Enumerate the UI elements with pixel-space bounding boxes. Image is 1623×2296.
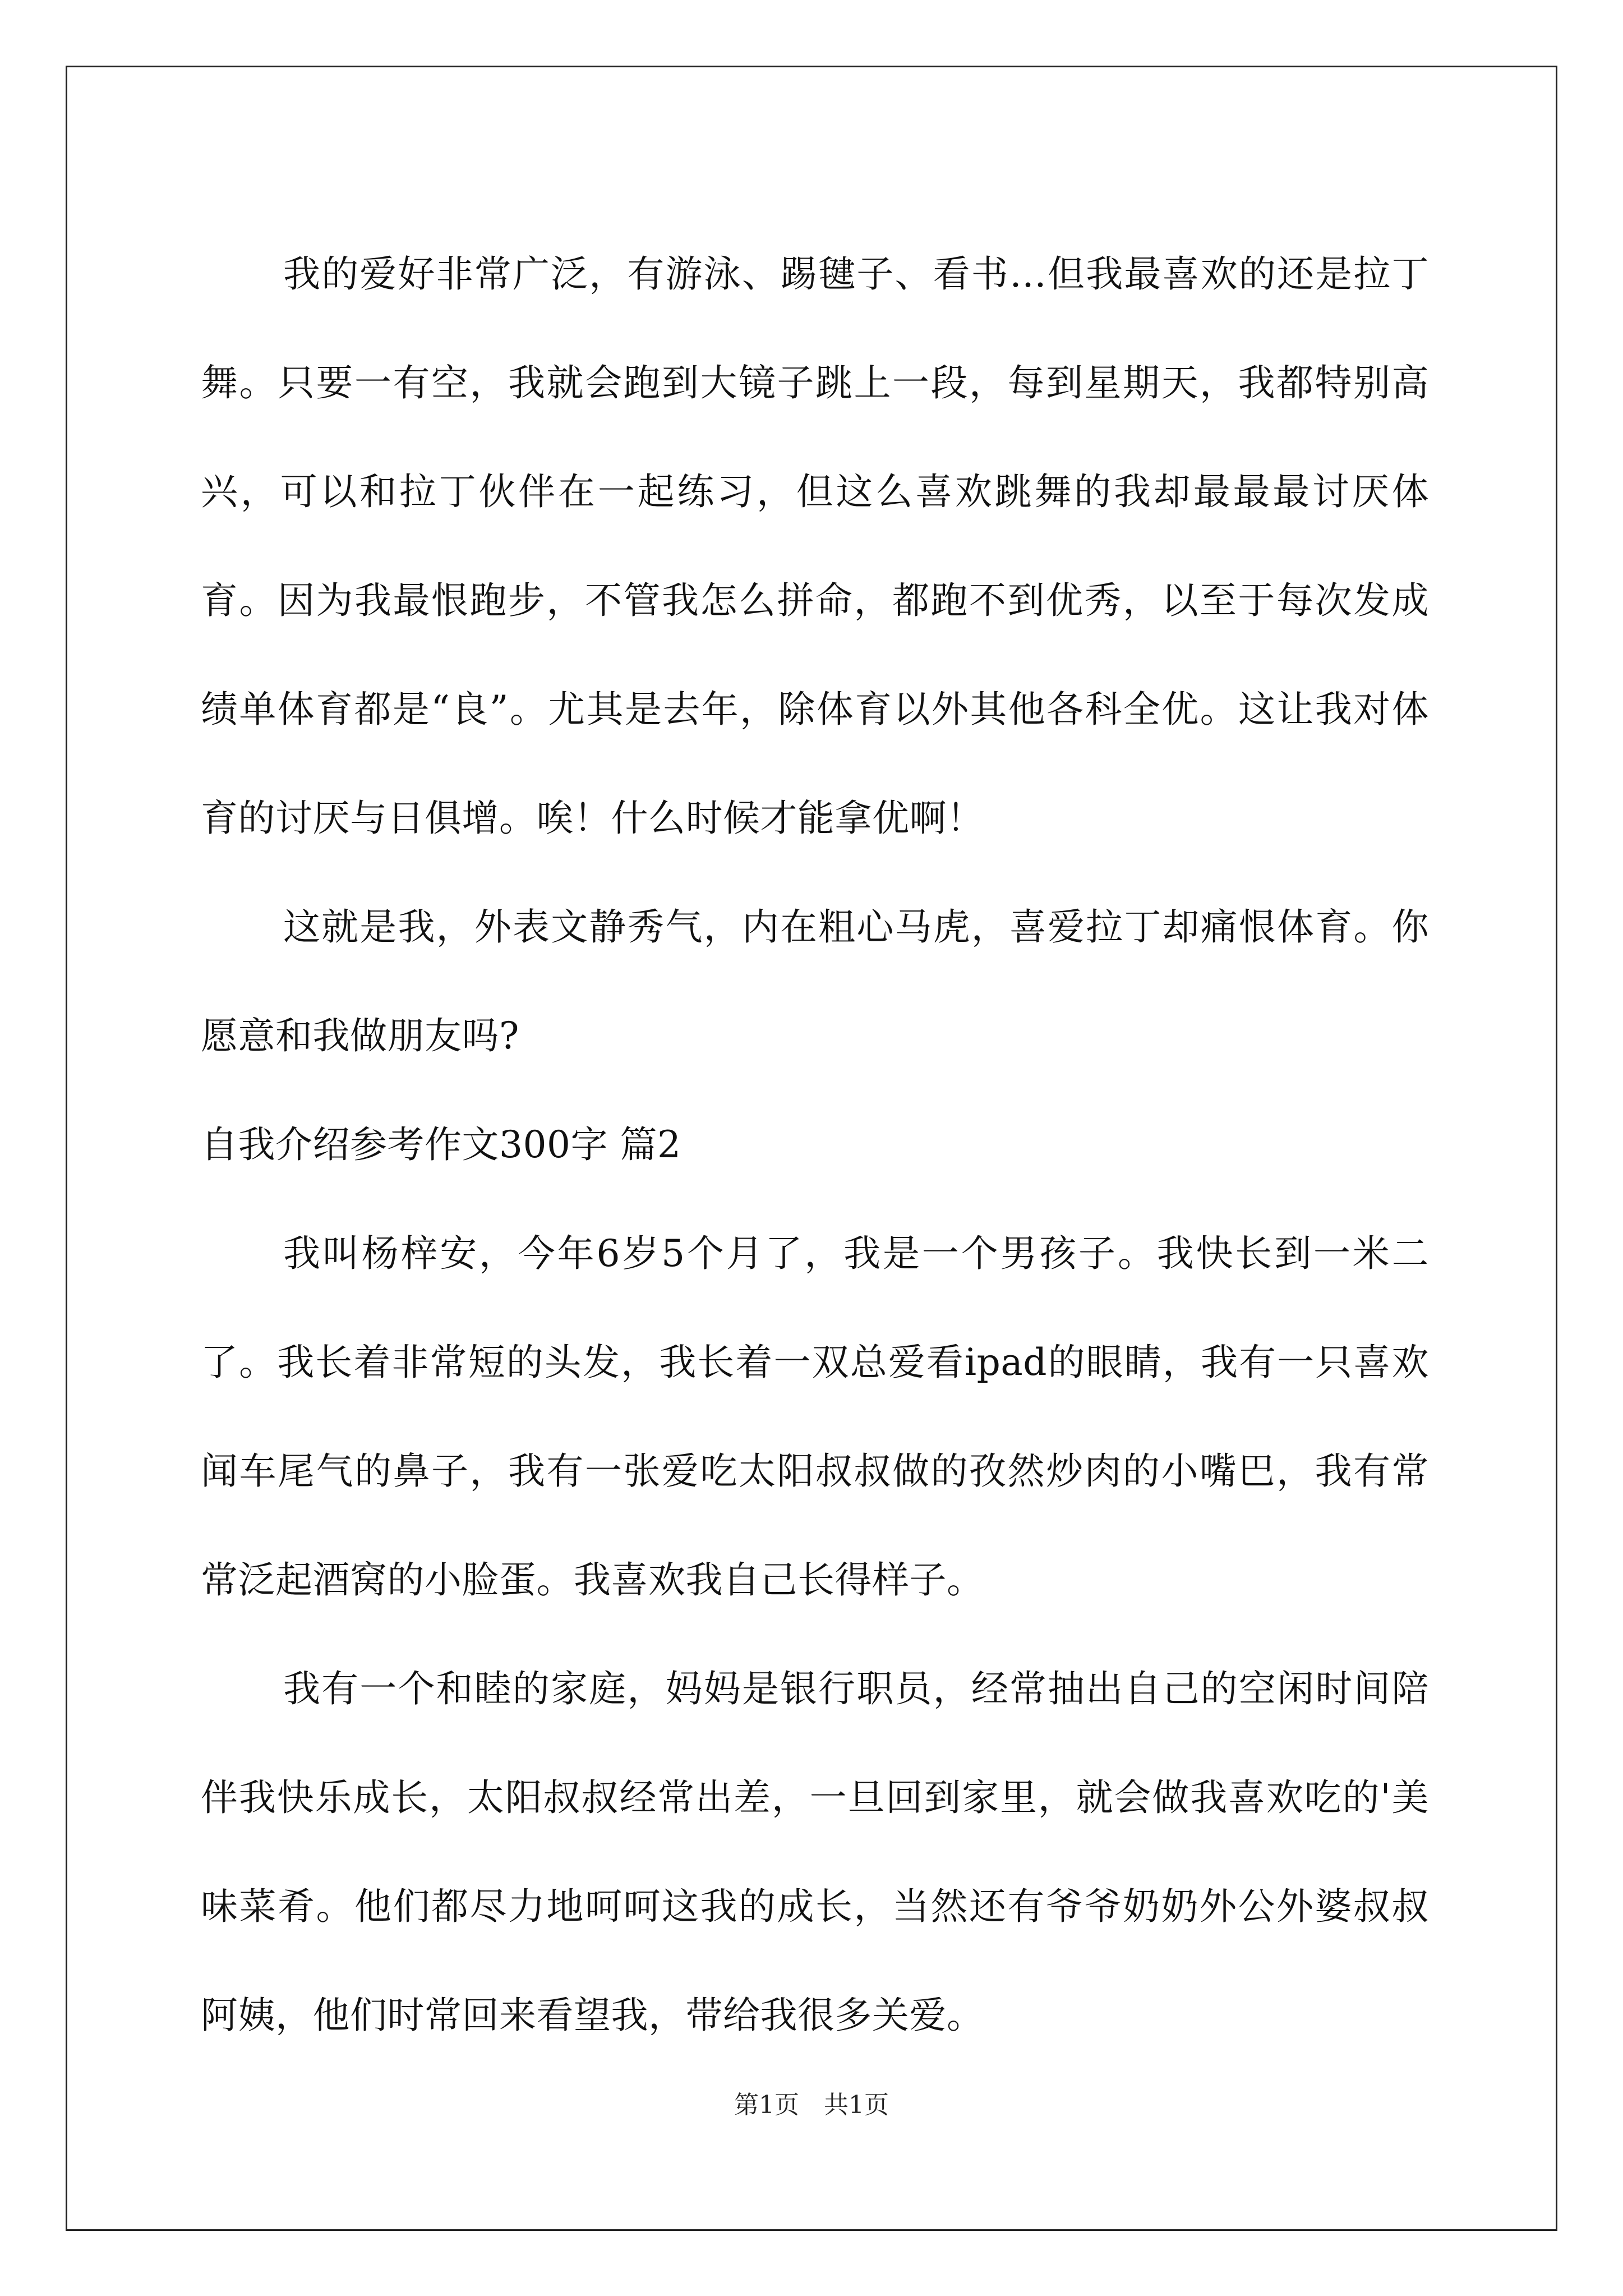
paragraph-self-description: 我叫杨梓安，今年6岁5个月了，我是一个男孩子。我快长到一米二了。我长着非常短的头发，我长着一双总爱看ipad的眼睛，我有一只喜欢闻车尾气的鼻子，我有一张爱吃太阳叔叔做的孜然炒肉的小嘴巴，我有常常泛起酒窝的小脸蛋。我喜欢我自己长得样子。 [201, 1232, 1429, 1602]
paragraph-conclusion: 这就是我，外表文静秀气，内在粗心马虎，喜爱拉丁却痛恨体育。你愿意和我做朋友吗? [201, 905, 1429, 1057]
paragraph-family: 我有一个和睦的家庭，妈妈是银行职员，经常抽出自己的空闲时间陪伴我快乐成长，太阳叔叔经常出差，一旦回到家里，就会做我喜欢吃的'美味菜肴。他们都尽力地呵呵这我的成长，当然还有爷爷奶奶外公外婆叔叔阿姨，他们时常回来看望我，带给我很多关爱。 [201, 1667, 1429, 2037]
section-heading: 自我介绍参考作文300字 篇2 [201, 1123, 681, 1166]
page-number-footer: 第1页 共1页 [734, 2091, 889, 2119]
document-body [201, 220, 1429, 2070]
paragraph-hobbies: 我的爱好非常广泛，有游泳、踢毽子、看书…但我最喜欢的还是拉丁舞。只要一有空，我就会跑到大镜子跳上一段，每到星期天，我都特别高兴，可以和拉丁伙伴在一起练习，但这么喜欢跳舞的我却最最最讨厌体育。因为我最恨跑步，不管我怎么拼命，都跑不到优秀，以至于每次发成绩单体育都是“良”。尤其是去年，除体育以外其他各科全优。这让我对体育的讨厌与日俱增。唉！什么时候才能拿优啊！ [201, 252, 1429, 840]
